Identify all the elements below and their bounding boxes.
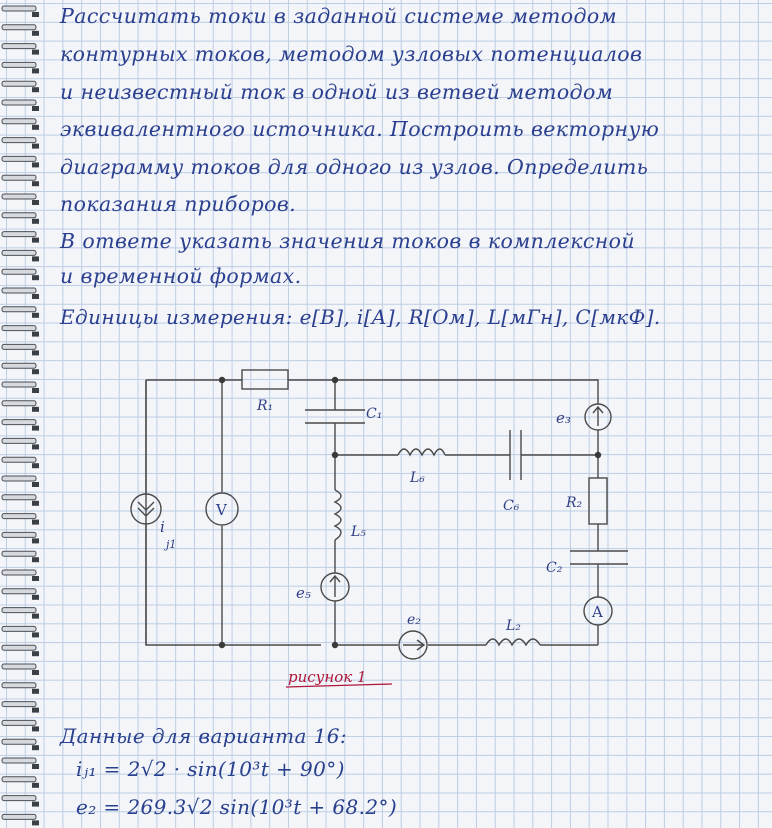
label-l5: L₅ xyxy=(351,524,366,540)
label-e2: e₂ xyxy=(407,612,421,628)
source-e5 xyxy=(321,573,349,601)
label-c6: C₆ xyxy=(503,498,520,514)
problem-line: Рассчитать токи в заданной системе методом xyxy=(60,4,618,28)
node-dot xyxy=(332,642,338,648)
problem-line: показания приборов. xyxy=(60,192,297,216)
problem-line: контурных токов, методом узловых потенциалов xyxy=(60,42,643,66)
svg-text:A: A xyxy=(592,603,603,621)
resistor-r2 xyxy=(589,478,607,524)
problem-line: и временной формах. xyxy=(60,264,302,288)
source-e2 xyxy=(399,631,427,659)
node-dot xyxy=(219,642,225,648)
capacitor-c1 xyxy=(305,410,365,423)
inductor-l6 xyxy=(398,449,445,455)
label-ij1: i xyxy=(160,518,165,536)
ammeter xyxy=(584,597,612,625)
source-e3 xyxy=(585,404,611,430)
units-line: Единицы измерения: e[B], i[A], R[Ом], L[мГн], C[мкФ]. xyxy=(60,305,661,329)
voltmeter xyxy=(206,493,238,525)
label-e5: e₅ xyxy=(296,584,311,602)
label-ij1-sub: j1 xyxy=(166,538,177,551)
label-e3: e₃ xyxy=(556,409,571,427)
node-dot xyxy=(219,377,225,383)
node-dot xyxy=(595,452,601,458)
label-c1: C₁ xyxy=(366,406,383,422)
label-c2: C₂ xyxy=(546,560,563,576)
inductor-l5 xyxy=(335,490,341,540)
inductor-l2 xyxy=(486,639,540,645)
node-dot xyxy=(332,452,338,458)
figure-caption: рисунок 1 xyxy=(288,668,367,686)
node-dot xyxy=(332,377,338,383)
variant-heading: Данные для варианта 16: xyxy=(60,724,348,748)
formula-e2: e₂ = 269.3√2 sin(10³t + 68.2°) xyxy=(76,795,398,819)
label-l2: L₂ xyxy=(506,618,521,634)
problem-line: эквивалентного источника. Построить векторную xyxy=(60,117,660,141)
capacitor-c6 xyxy=(510,430,521,480)
label-r1: R₁ xyxy=(257,398,274,414)
capacitor-c2 xyxy=(570,551,628,564)
label-r2: R₂ xyxy=(566,495,583,511)
resistor-r1 xyxy=(242,370,288,389)
formula-ij1: iⱼ₁ = 2√2 · sin(10³t + 90°) xyxy=(76,757,345,781)
problem-line: В ответе указать значения токов в комплексной xyxy=(60,229,635,253)
problem-line: и неизвестный ток в одной из ветвей методом xyxy=(60,80,614,104)
junctions xyxy=(219,377,601,648)
svg-text:V: V xyxy=(216,501,227,519)
problem-line: диаграмму токов для одного из узлов. Определить xyxy=(60,155,649,179)
label-l6: L₆ xyxy=(410,470,425,486)
